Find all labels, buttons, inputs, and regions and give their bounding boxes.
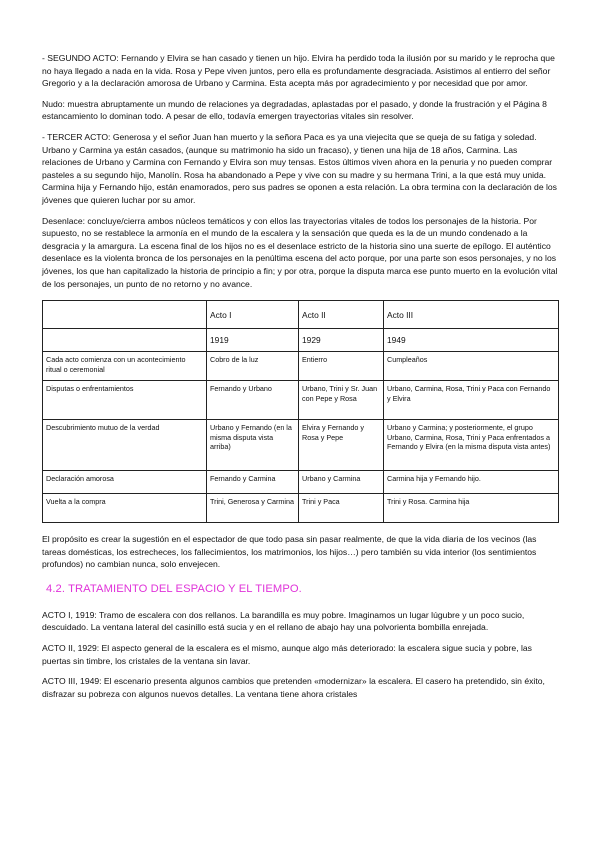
table-header-cell: Acto III [384, 301, 559, 329]
acts-table [42, 300, 559, 523]
document-page [42, 52, 558, 708]
table-cell: Cumpleaños [384, 352, 559, 381]
paragraph-acto-ii: ACTO II, 1929: El aspecto general de la escalera es el mismo, aunque algo más deteriorado: la escalera sigue sucia y pobre, las puertas sin timbre, los cristales de la ventana sin lavar. [42, 643, 532, 666]
table-header-cell [43, 301, 207, 329]
table-cell: Declaración amorosa [43, 471, 207, 494]
paragraph-nudo: Nudo: muestra abruptamente un mundo de relaciones ya degradadas, aplastadas por el pasado, y donde la frustración y el Página 8 estancamiento lo dominan todo. A pesar de ello, todavía emergen trayectorias vitales sin resolver. [42, 98, 547, 122]
table-cell: Cada acto comienza con un acontecimiento ritual o ceremonial [43, 352, 207, 381]
table-cell: Vuelta a la compra [43, 494, 207, 523]
table-header-cell: Acto I [207, 301, 299, 329]
table-cell: Urbano y Carmina [299, 471, 384, 494]
table-cell: Entierro [299, 352, 384, 381]
table-cell: Elvira y Fernando y Rosa y Pepe [299, 420, 384, 471]
table-cell: Carmina hija y Fernando hijo. [384, 471, 559, 494]
paragraph-acto-iii: ACTO III, 1949: El escenario presenta algunos cambios que pretenden «modernizar» la escalera. El casero ha pretendido, sin éxito, disfrazar su pobreza con algunos nuevos detalles. La ventana tiene ahora cristales [42, 676, 545, 699]
table-cell: Urbano, Carmina, Rosa, Trini y Paca con Fernando y Elvira [384, 381, 559, 420]
paragraph-proposito: El propósito es crear la sugestión en el espectador de que todo pasa sin pasar realmente, de que la vida diaria de los vecinos (las tareas domésticas, los estrecheces, los fallecimientos, los matrimonios, los hijos…) pero también su vida interior (los sentimientos profundos) no cambian nunca, solo envejecen. [42, 534, 537, 570]
paragraph-tercer-acto: - TERCER ACTO: Generosa y el señor Juan han muerto y la señora Paca es ya una viejecita que se queja de su fatiga y soledad. Urbano y Carmina ya están casados, (aunque su matrimonio ha sido un fracaso), y tienen una hija de 18 años, Carmina. Las relaciones de Urbano y Carmina con Fernando y Elvira son muy tensas. Estos últimos viven ahora en la penuria y no pueden comprar pasteles a su segundo hijo, Manolín. Rosa ha abandonado a Pepe y vive con su madre y su hermana Trini, a la que está muy unida. Carmina hija y Fernando hijo, están enamorados, pero sus padres se oponen a esta relación. La obra termina con la declaración de los jóvenes que quieren luchar por su amor. [42, 131, 557, 205]
table-row [43, 494, 559, 523]
table-cell: 1949 [384, 329, 559, 352]
table-header-row [43, 301, 559, 329]
table-header-cell: Acto II [299, 301, 384, 329]
table-cell: Fernando y Carmina [207, 471, 299, 494]
table-cell: Trini, Generosa y Carmina [207, 494, 299, 523]
table-years-row [43, 329, 559, 352]
table-cell: Cobro de la luz [207, 352, 299, 381]
table-cell: 1919 [207, 329, 299, 352]
table-cell: Urbano y Carmina; y posteriormente, el grupo Urbano, Carmina, Rosa, Trini y Paca enfrentados a Fernando y Elvira (en la misma disputa vista antes) [384, 420, 559, 471]
table-cell: Descubrimiento mutuo de la verdad [43, 420, 207, 471]
table-cell: Fernando y Urbano [207, 381, 299, 420]
table-cell: Disputas o enfrentamientos [43, 381, 207, 420]
table-cell: Urbano y Fernando (en la misma disputa vista arriba) [207, 420, 299, 471]
table-row [43, 420, 559, 471]
table-cell: 1929 [299, 329, 384, 352]
table-row [43, 471, 559, 494]
table-row [43, 381, 559, 420]
table-cell: Urbano, Trini y Sr. Juan con Pepe y Rosa [299, 381, 384, 420]
table-row [43, 352, 559, 381]
table-cell: Trini y Paca [299, 494, 384, 523]
paragraph-acto-i: ACTO I, 1919: Tramo de escalera con dos rellanos. La barandilla es muy pobre. Imaginamos un lugar lúgubre y un poco sucio, descuidado. La ventana lateral del casinillo está sucia y en el rellano de abajo hay una polvorienta bombilla enrejada. [42, 609, 525, 633]
paragraph-desenlace: Desenlace: concluye/cierra ambos núcleos temáticos y con ellos las trayectorias vitales de todos los personajes de la historia. Por supuesto, no se restablece la armonía en el mundo de la escalera y la sensación que queda es la de un mundo condenado a la desgracia y la amargura. La escena final de los hijos no es el desenlace estricto de la historia sino una suerte de epílogo. El auténtico desenlace es la violenta bronca de los personajes en la penúltima escena del acto porque, por una parte son esos personajes, y no los jóvenes, los que han capitalizado la historia de principio a fin; y por otra, porque la disputa marca ese punto muerto en la evolución vital de los personajes, un punto de no retorno y no avance. [42, 215, 558, 289]
paragraph-segundo-acto: - SEGUNDO ACTO: Fernando y Elvira se han casado y tienen un hijo. Elvira ha perdido toda la ilusión por su marido y le reprocha que no haya llegado a nada en la vida. Rosa y Pepe viven juntos, pero ella es profundamente desgraciada. Asistimos al entierro del señor Gregorio y a la declaración amorosa de Urbano y Carmina. Esta acepta más por agradecimiento y por necesidad que por amor. [42, 53, 555, 89]
table-cell [43, 329, 207, 352]
section-heading: 4.2. TRATAMIENTO DEL ESPACIO Y EL TIEMPO. [46, 582, 302, 595]
table-cell: Trini y Rosa. Carmina hija [384, 494, 559, 523]
